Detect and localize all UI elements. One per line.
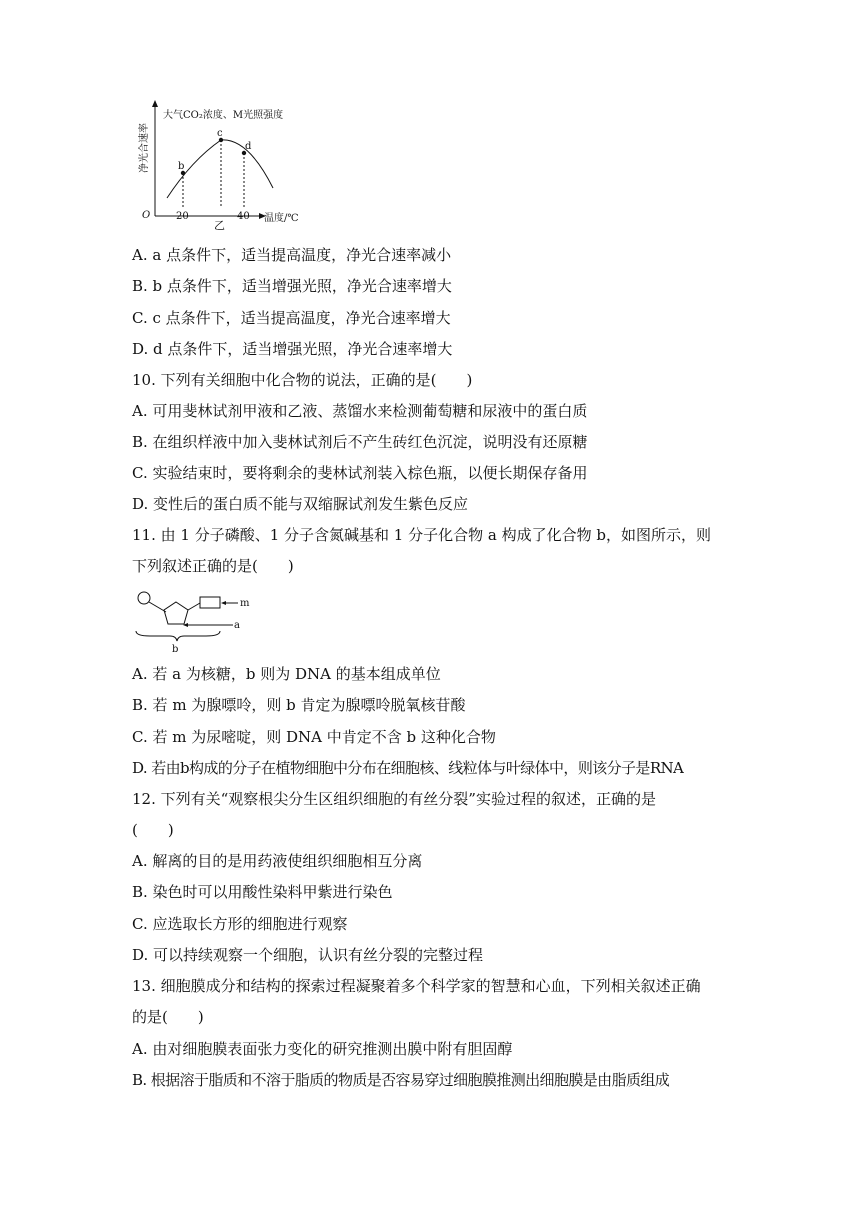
nucleotide-diagram: [130, 586, 260, 656]
q11-option-d: D. 若由b构成的分子在植物细胞中分布在细胞核、线粒体与叶绿体中，则该分子是RNA: [132, 759, 684, 777]
q10-option-d: D. 变性后的蛋白质不能与双缩脲试剂发生紫色反应: [132, 495, 469, 513]
m-arrow-head: [221, 601, 226, 605]
point-label-c: c: [217, 128, 223, 139]
y-axis-label: 净光合速率: [139, 123, 150, 173]
q11-option-b: B. 若 m 为腺嘌呤，则 b 肯定为腺嘌呤脱氧核苷酸: [132, 696, 466, 714]
label-b: b: [172, 644, 179, 655]
q10-option-c: C. 实验结束时，要将剩余的斐林试剂装入棕色瓶，以便长期保存备用: [132, 464, 588, 482]
figure-caption: 乙: [214, 219, 225, 232]
y-axis-arrow: [152, 100, 158, 107]
q11-stem-line2: 下列叙述正确的是( ): [132, 557, 294, 575]
q12-stem-line2: ( ): [132, 821, 174, 839]
q13-stem-line2: 的是( ): [132, 1008, 204, 1026]
q9-option-c: C. c 点条件下，适当提高温度，净光合速率增大: [132, 309, 451, 327]
point-label-d: d: [245, 141, 252, 152]
q9-option-a: A. a 点条件下，适当提高温度，净光合速率减小: [132, 246, 452, 264]
brace-b: [136, 631, 220, 641]
label-m: m: [240, 598, 250, 609]
q12-option-d: D. 可以持续观察一个细胞，认识有丝分裂的完整过程: [132, 946, 484, 964]
tick-label-20: 20: [176, 211, 189, 222]
q11-option-a: A. 若 a 为核糖，b 则为 DNA 的基本组成单位: [132, 665, 441, 683]
label-a: a: [234, 620, 240, 631]
q11-option-c: C. 若 m 为尿嘧啶，则 DNA 中肯定不含 b 这种化合物: [132, 728, 496, 746]
q13-option-a: A. 由对细胞膜表面张力变化的研究推测出膜中附有胆固醇: [132, 1040, 513, 1058]
x-axis-label: 温度/℃: [264, 213, 299, 224]
point-label-b: b: [178, 161, 185, 172]
figure-yi-graph: [130, 98, 320, 238]
base-rect: [200, 597, 220, 608]
q13-stem-line1: 13. 细胞膜成分和结构的探索过程凝聚着多个科学家的智慧和心血，下列相关叙述正确: [132, 977, 701, 995]
q9-option-b: B. b 点条件下，适当增强光照，净光合速率增大: [132, 277, 452, 295]
q12-option-b: B. 染色时可以用酸性染料甲紫进行染色: [132, 883, 393, 901]
phosphate-bond: [149, 602, 166, 612]
q10-stem: 10. 下列有关细胞中化合物的说法，正确的是( ): [132, 371, 473, 389]
curve-label: 大气CO₂浓度、M光照强度: [163, 110, 284, 121]
q11-stem-line1: 11. 由 1 分子磷酸、1 分子含氮碱基和 1 分子化合物 a 构成了化合物 b，如图所示，则: [132, 526, 711, 544]
q10-option-b: B. 在组织样液中加入斐林试剂后不产生砖红色沉淀，说明没有还原糖: [132, 433, 588, 451]
q12-stem-line1: 12. 下列有关“观察根尖分生区组织细胞的有丝分裂”实验过程的叙述，正确的是: [132, 790, 656, 808]
base-bond: [188, 603, 200, 610]
q9-option-d: D. d 点条件下，适当增强光照，净光合速率增大: [132, 340, 453, 358]
pentose-ring: [164, 602, 188, 624]
tick-label-40: 40: [237, 211, 250, 222]
q12-option-c: C. 应选取长方形的细胞进行观察: [132, 915, 348, 933]
q12-option-a: A. 解离的目的是用药液使组织细胞相互分离: [132, 852, 423, 870]
q13-option-b: B. 根据溶于脂质和不溶于脂质的物质是否容易穿过细胞膜推测出细胞膜是由脂质组成: [132, 1071, 670, 1089]
q10-option-a: A. 可用斐林试剂甲液和乙液、蒸馏水来检测葡萄糖和尿液中的蛋白质: [132, 402, 588, 420]
phosphate-circle: [138, 592, 150, 604]
origin-label: O: [142, 210, 151, 221]
